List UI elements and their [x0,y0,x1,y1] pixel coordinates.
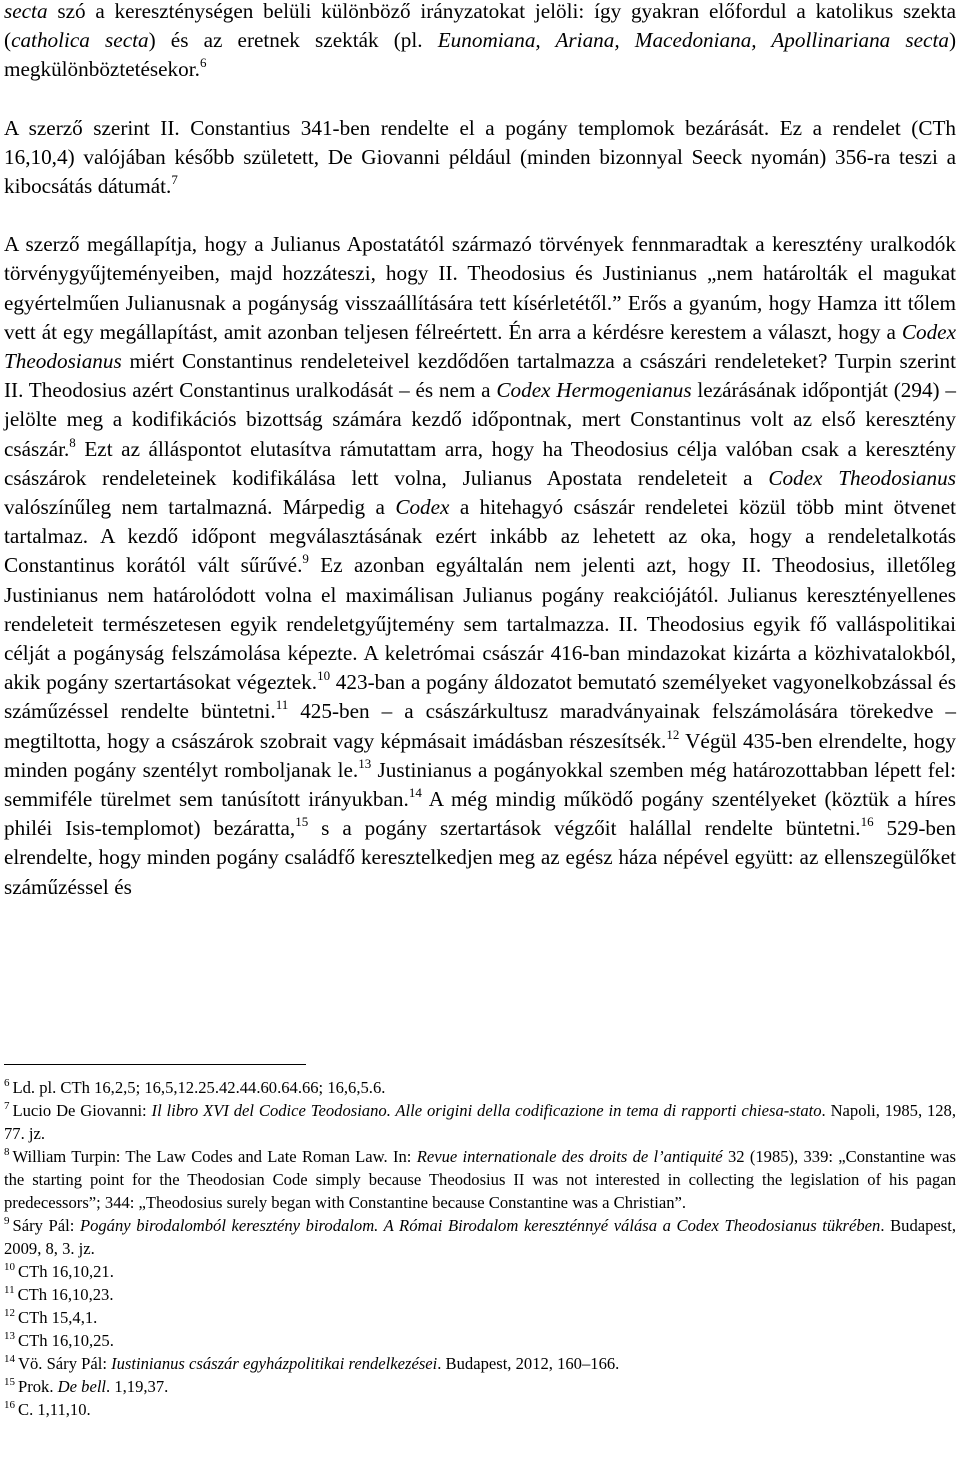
text-run: CTh 15,4,1. [18,1308,98,1327]
footnote-number: 7 [4,1100,10,1112]
document-body [4,0,956,902]
footnote-10 [4,1260,956,1283]
footnote-16 [4,1398,956,1421]
italic-text: Codex [395,495,450,520]
italic-text: catholica secta [11,28,149,53]
footnote-7 [4,1099,956,1145]
italic-text: Eunomiana, Ariana, Macedoniana, Apollinariana secta [437,28,949,53]
footnote-number: 10 [4,1261,15,1273]
text-run: . 1,19,37. [106,1377,169,1396]
text-run: . Budapest, 2009, 8, 3. jz. [4,1216,956,1258]
text-run: Vö. Sáry Pál: [18,1354,112,1373]
footnote-number: 9 [4,1215,10,1227]
footnote-15 [4,1375,956,1398]
text-run: Ez azonban egyáltalán nem jelenti azt, hogy II. Theodosius, illetőleg Justinianus nem határolódott volna el maximálisan Julianus pogány reakciójától. Julianus keresztényellenes rendeleteit természetesen egyik rendeletgyűjtemény sem tartalmazza. II. Theodosius egyik fő valláspolitikai célját a pogányság felszámolása képezte. A keletrómai császár 416-ban mindazokat kizárta a közhivatalokból, akik pogány szertartásokat végeztek. [4,553,956,695]
text-run: Sáry Pál: [12,1216,80,1235]
text-run: CTh 16,10,21. [18,1262,114,1281]
text-run: Lucio De Giovanni: [12,1101,152,1120]
text-run: Justinianus a pogányokkal szemben még határozottabban lépett fel: semmiféle türelmet sem tanúsított irányukban. [4,757,957,812]
footnote-ref-8: 8 [69,434,76,450]
footnote-number: 8 [4,1146,10,1158]
footnote-ref-7: 7 [171,172,178,188]
paragraph-julianus [4,230,956,902]
italic-text: Codex Hermogenianus [496,378,692,403]
text-run: ) megkülönböztetésekor. [4,28,956,82]
footnotes-section [4,1076,956,1421]
footnote-separator [4,1064,306,1065]
footnote-ref-12: 12 [666,726,680,742]
footnote-6 [4,1076,956,1099]
footnote-ref-13: 13 [358,755,372,771]
text-run: 425-ben – a császárkultusz maradványainak felszámolására törekedve – megtiltotta, hogy a császárok szobrait vagy képmásait imádásban részesítsék. [4,699,956,753]
text-run: A még mindig működő pogány szentélyeket (köztük a híres philéi Isis-templomot) bezáratta, [4,787,956,841]
text-run: Ld. pl. CTh 16,2,5; 16,5,12.25.42.44.60.64.66; 16,6,5.6. [12,1078,386,1097]
italic-text: Iustinianus császár egyházpolitikai rendelkezései [111,1354,438,1373]
footnote-number: 12 [4,1307,15,1319]
text-run: ) és az eretnek szekták (pl. [148,28,438,53]
text-run: miért Constantinus rendeleteivel kezdődően tartalmazza a császári rendeleteket? Turpin szerint II. Theodosius azért Constantinus uralkodását – és nem a [4,349,956,403]
italic-text: secta [4,0,48,23]
text-run: A szerző szerint II. Constantius 341-ben rendelte el a pogány templomok bezárását. Ez a rendelet (CTh 16,10,4) valójában később született, De Giovanni például (minden bizonnyal Seeck nyomán) 356-ra teszi a kibocsátás dátumát. [4,115,956,199]
footnote-13 [4,1329,956,1352]
italic-text: Pogány birodalomból keresztény birodalom. A Római Birodalom kereszténnyé válása a Codex Theodosianus tükrében [79,1216,881,1235]
text-run: CTh 16,10,25. [18,1331,114,1350]
footnote-number: 16 [4,1399,15,1411]
footnote-number: 6 [4,1077,10,1089]
footnote-ref-11: 11 [275,697,289,713]
text-run: Ezt az álláspontot elutasítva rámutattam arra, hogy ha Theodosius célja valóban csak a keresztény császárok rendeleteinek kodifikálása lett volna, Julianus Apostata rendeleteit a [4,436,956,490]
text-run: 423-ban a pogány áldozatot bemutató személyeket vagyonelkobzással és száműzéssel rendelte büntetni. [4,670,956,724]
text-run: a hitehagyó császár rendeletei közül több mint ötvenet tartalmaz. A kezdő időpont megválasztásának ezért inkább az lehetett az oka, hogy a rendeletalkotás Constantinus korától vált sűrűvé. [4,495,957,578]
footnote-12 [4,1306,956,1329]
footnote-number: 14 [4,1353,15,1365]
text-run: valószínűleg nem tartalmazná. Márpedig a [4,495,396,520]
text-run: . Napoli, 1985, 128, 77. jz. [4,1101,956,1143]
footnote-8 [4,1145,956,1214]
text-run: A szerző megállapítja, hogy a Julianus Apostatától származó törvények fennmaradtak a keresztény uralkodók törvénygyűjteményeiben, majd hozzáteszi, hogy II. Theodosius és Justinianus „nem határolták el magukat egyértelműen Julianusnak a pogányság visszaállítására tett kísérletétől.” Erős a gyanúm, hogy Hamza itt tőlem vett át egy megállapítást, amit azonban teljesen félreértett. Én arra a kérdésre kerestem a választ, hogy a [4,232,956,344]
text-run: . Budapest, 2012, 160–166. [437,1354,620,1373]
footnote-ref-16: 16 [860,814,874,830]
text-run: Végül 435-ben elrendelte, hogy minden pogány szentélyt romboljanak le. [4,728,956,782]
text-run: 32 (1985), 339: „Constantine was the starting point for the Theodosian Code simply because Theodosius II was not interested in collecting the legislation of his pagan predecessors”; 344: „Theodosius surely began with Constantine because Constantine was a Christian”. [4,1147,956,1212]
footnote-number: 15 [4,1376,15,1388]
footnote-9 [4,1214,956,1260]
text-run: s a pogány szertartások végzőit halállal rendelte büntetni. [308,816,861,841]
text-run: CTh 16,10,23. [17,1285,114,1304]
italic-text: Codex Theodosianus [4,319,956,374]
footnote-ref-9: 9 [302,551,309,567]
text-run: William Turpin: The Law Codes and Late Roman Law. In: [12,1147,417,1166]
italic-text: Codex Theodosianus [768,465,956,490]
footnote-14 [4,1352,956,1375]
footnote-11 [4,1283,956,1306]
text-run: lezárásának időpontját (294) – jelölte meg a kodifikációs bizottság számára kezdő időpontnak, mert Constantinus volt az első keresztény császár. [4,378,956,461]
italic-text: Revue internationale des droits de l’antiquité [416,1147,723,1166]
footnote-number: 11 [4,1284,15,1296]
text-run: Prok. [18,1377,58,1396]
paragraph-constantius [4,114,956,202]
footnote-ref-10: 10 [317,668,331,684]
italic-text: Il libro XVI del Codice Teodosiano. Alle origini della codificazione in tema di rapporti chiesa-stato [151,1101,822,1120]
footnote-ref-14: 14 [408,785,422,801]
footnote-ref-15: 15 [295,814,309,830]
paragraph-secta [4,0,956,85]
footnote-number: 13 [4,1330,15,1342]
text-run: szó a kereszténységen belüli különböző irányzatokat jelöli: így gyakran előfordul a katolikus szekta ( [4,0,956,53]
text-run: C. 1,11,10. [18,1400,91,1419]
italic-text: De bell [57,1377,107,1396]
text-run: 529-ben elrendelte, hogy minden pogány családfő keresztelkedjen meg az egész háza népével együtt: az ellenszegülőket száműzéssel és [4,816,956,899]
footnote-ref-6: 6 [199,55,207,71]
